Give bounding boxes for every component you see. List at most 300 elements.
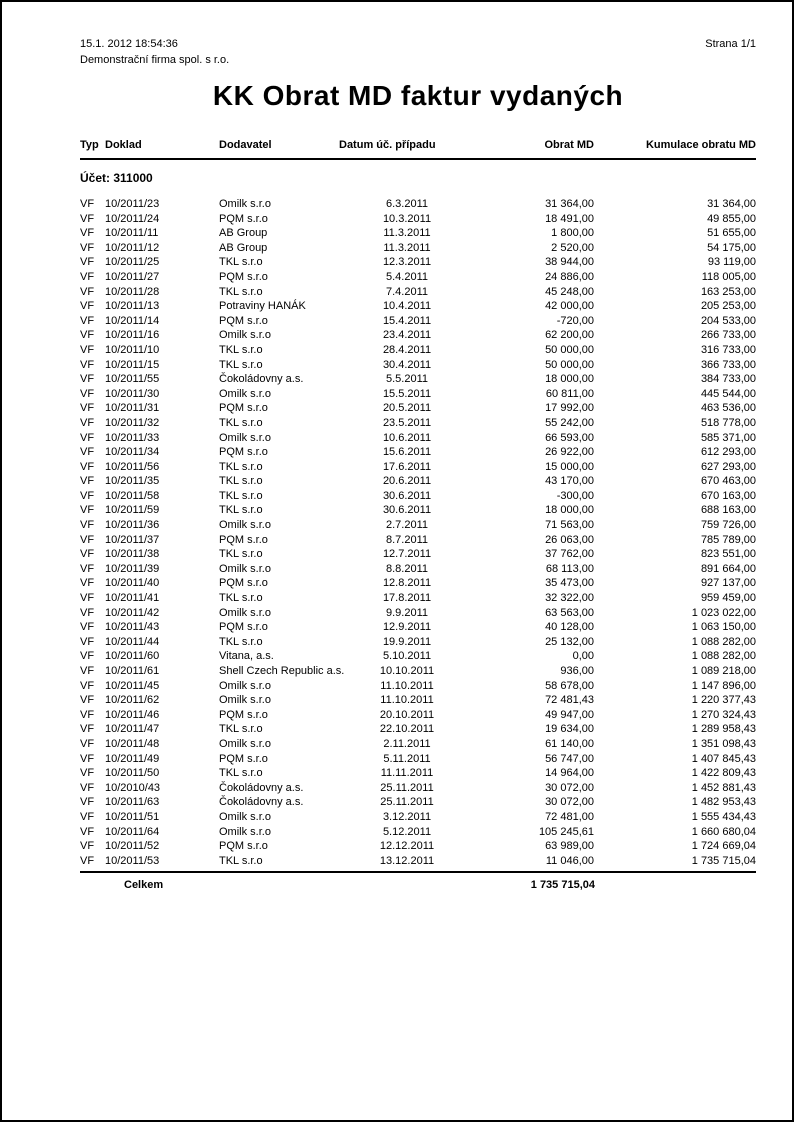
cell-dodavatel: TKL s.r.o — [219, 854, 263, 867]
cell-dodavatel: AB Group — [219, 227, 268, 240]
cell-kumulace: 118 005,00 — [701, 270, 756, 283]
cell-dodavatel: PQM s.r.o — [219, 314, 268, 327]
cell-kumulace: 316 733,00 — [700, 343, 756, 356]
cell-typ: VF — [80, 343, 95, 356]
cell-obrat: 936,00 — [560, 665, 594, 677]
cell-kumulace: 1 407 845,43 — [691, 752, 756, 765]
cell-dodavatel: PQM s.r.o — [219, 533, 268, 546]
cell-datum: 5.5.2011 — [385, 373, 428, 386]
cell-typ: VF — [80, 854, 95, 867]
cell-doklad: 10/2011/44 — [105, 635, 160, 648]
cell-kumulace: 366 733,00 — [700, 358, 756, 371]
cell-obrat: 49 947,00 — [545, 708, 594, 721]
cell-dodavatel: TKL s.r.o — [219, 489, 263, 502]
cell-kumulace: 1 660 680,04 — [691, 825, 756, 838]
cell-typ: VF — [80, 373, 95, 386]
table-row — [80, 591, 756, 606]
cell-datum: 23.5.2011 — [382, 416, 432, 429]
cell-doklad: 10/2011/45 — [105, 679, 160, 692]
cell-typ: VF — [80, 679, 95, 692]
table-row — [80, 693, 756, 708]
cell-doklad: 10/2011/39 — [105, 562, 160, 575]
cell-kumulace: 670 163,00 — [700, 489, 756, 502]
table-row — [80, 533, 756, 548]
cell-obrat: 72 481,43 — [545, 694, 594, 707]
cell-kumulace: 1 220 377,43 — [691, 694, 756, 707]
cell-obrat: 26 063,00 — [545, 533, 594, 546]
cell-kumulace: 31 364,00 — [707, 198, 756, 210]
cell-dodavatel: Omilk s.r.o — [219, 562, 271, 575]
cell-kumulace: 51 655,00 — [707, 227, 756, 240]
cell-datum: 6.3.2011 — [385, 198, 428, 210]
cell-doklad: 10/2011/64 — [105, 825, 160, 838]
cell-dodavatel: Omilk s.r.o — [219, 679, 271, 692]
cell-dodavatel: PQM s.r.o — [219, 402, 268, 415]
table-row — [80, 212, 756, 227]
table-row — [80, 343, 756, 358]
cell-typ: VF — [80, 533, 95, 546]
cell-dodavatel: PQM s.r.o — [219, 752, 268, 765]
cell-typ: VF — [80, 402, 95, 415]
table-row — [80, 299, 756, 314]
cell-typ: VF — [80, 475, 95, 488]
table-row — [80, 474, 756, 489]
cell-datum: 2.7.2011 — [385, 519, 428, 532]
cell-obrat: 30 072,00 — [545, 781, 594, 794]
cell-datum: 28.4.2011 — [382, 343, 432, 356]
cell-dodavatel: TKL s.r.o — [219, 285, 263, 298]
table-row — [80, 255, 756, 270]
cell-dodavatel: Omilk s.r.o — [219, 825, 271, 838]
cell-kumulace: 1 724 669,04 — [691, 840, 756, 853]
cell-kumulace: 670 463,00 — [700, 475, 756, 488]
cell-kumulace: 266 733,00 — [700, 329, 756, 342]
cell-kumulace: 959 459,00 — [700, 592, 756, 605]
cell-dodavatel: Čokoládovny a.s. — [219, 781, 304, 794]
cell-doklad: 10/2011/40 — [105, 577, 160, 590]
cell-dodavatel: Potraviny HANÁK — [219, 300, 306, 313]
cell-doklad: 10/2011/49 — [105, 752, 160, 765]
cell-kumulace: 204 533,00 — [700, 314, 756, 327]
cell-typ: VF — [80, 270, 95, 283]
cell-dodavatel: PQM s.r.o — [219, 708, 268, 721]
cell-typ: VF — [80, 577, 95, 590]
cell-obrat: 19 634,00 — [545, 723, 594, 736]
table-row — [80, 635, 756, 650]
cell-datum: 30.6.2011 — [382, 504, 432, 517]
cell-typ: VF — [80, 708, 95, 721]
cell-datum: 10.4.2011 — [382, 300, 432, 313]
table-row — [80, 460, 756, 475]
cell-datum: 10.3.2011 — [382, 212, 432, 225]
cell-obrat: 72 481,00 — [545, 810, 594, 823]
cell-datum: 22.10.2011 — [379, 723, 435, 736]
table-row — [80, 372, 756, 387]
cell-dodavatel: TKL s.r.o — [219, 592, 263, 605]
cell-typ: VF — [80, 621, 95, 634]
company-name: Demonstrační firma spol. s r.o. — [80, 54, 230, 66]
cell-dodavatel: TKL s.r.o — [219, 504, 263, 517]
cell-typ: VF — [80, 825, 95, 838]
cell-datum: 12.9.2011 — [382, 621, 432, 634]
cell-doklad: 10/2011/32 — [105, 416, 160, 429]
cell-obrat: 31 364,00 — [545, 198, 594, 210]
cell-doklad: 10/2011/24 — [105, 212, 160, 225]
cell-kumulace: 1 555 434,43 — [691, 810, 756, 823]
cell-obrat: 17 992,00 — [545, 402, 594, 415]
cell-datum: 20.6.2011 — [382, 475, 432, 488]
page-number: Strana 1/1 — [705, 38, 756, 50]
cell-kumulace: 93 119,00 — [707, 256, 756, 269]
cell-dodavatel: Omilk s.r.o — [219, 606, 271, 619]
cell-obrat: 105 245,61 — [538, 825, 594, 838]
table-row — [80, 620, 756, 635]
cell-dodavatel: PQM s.r.o — [219, 270, 268, 283]
cell-doklad: 10/2011/43 — [105, 621, 160, 634]
cell-dodavatel: TKL s.r.o — [219, 256, 263, 269]
cell-obrat: 71 563,00 — [545, 519, 594, 532]
cell-doklad: 10/2011/35 — [105, 475, 160, 488]
cell-kumulace: 612 293,00 — [700, 446, 756, 459]
cell-obrat: 26 922,00 — [545, 446, 594, 459]
cell-obrat: 42 000,00 — [545, 300, 594, 313]
cell-obrat: 50 000,00 — [545, 343, 594, 356]
cell-kumulace: 384 733,00 — [700, 373, 756, 386]
cell-dodavatel: TKL s.r.o — [219, 475, 263, 488]
table-row — [80, 503, 756, 518]
cell-dodavatel: Omilk s.r.o — [219, 519, 271, 532]
cell-datum: 3.12.2011 — [382, 810, 432, 823]
table-row — [80, 401, 756, 416]
cell-typ: VF — [80, 752, 95, 765]
account-heading: Účet: 311000 — [80, 171, 153, 185]
cell-obrat: -300,00 — [556, 489, 594, 502]
cell-typ: VF — [80, 489, 95, 502]
column-header-typ: Typ — [80, 139, 99, 151]
cell-kumulace: 1 482 953,43 — [691, 796, 756, 809]
table-row — [80, 489, 756, 504]
cell-obrat: 14 964,00 — [545, 767, 594, 780]
cell-dodavatel: PQM s.r.o — [219, 577, 268, 590]
cell-dodavatel: TKL s.r.o — [219, 358, 263, 371]
cell-obrat: 63 989,00 — [545, 840, 594, 853]
cell-typ: VF — [80, 241, 95, 254]
cell-dodavatel: Omilk s.r.o — [219, 737, 271, 750]
total-value: 1 735 715,04 — [530, 879, 595, 891]
cell-kumulace: 1 351 098,43 — [691, 737, 756, 750]
cell-datum: 10.10.2011 — [379, 665, 435, 677]
table-row — [80, 226, 756, 241]
cell-obrat: 38 944,00 — [545, 256, 594, 269]
cell-dodavatel: Čokoládovny a.s. — [219, 373, 304, 386]
cell-datum: 5.11.2011 — [383, 752, 431, 765]
cell-typ: VF — [80, 446, 95, 459]
cell-datum: 5.10.2011 — [382, 650, 432, 663]
cell-obrat: 25 132,00 — [545, 635, 594, 648]
cell-doklad: 10/2011/63 — [105, 796, 160, 809]
cell-dodavatel: PQM s.r.o — [219, 446, 268, 459]
cell-typ: VF — [80, 665, 95, 677]
table-row — [80, 781, 756, 796]
cell-obrat: 50 000,00 — [545, 358, 594, 371]
cell-dodavatel: TKL s.r.o — [219, 767, 263, 780]
cell-dodavatel: TKL s.r.o — [219, 635, 263, 648]
cell-typ: VF — [80, 256, 95, 269]
cell-doklad: 10/2011/61 — [105, 665, 160, 677]
cell-doklad: 10/2011/62 — [105, 694, 160, 707]
column-header-obrat: Obrat MD — [544, 139, 594, 151]
cell-doklad: 10/2011/28 — [105, 285, 160, 298]
cell-doklad: 10/2010/43 — [105, 781, 161, 794]
cell-kumulace: 1 452 881,43 — [691, 781, 756, 794]
cell-datum: 12.3.2011 — [382, 256, 432, 269]
cell-typ: VF — [80, 387, 95, 400]
cell-datum: 9.9.2011 — [385, 606, 428, 619]
cell-typ: VF — [80, 285, 95, 298]
cell-doklad: 10/2011/52 — [105, 840, 160, 853]
cell-obrat: 40 128,00 — [545, 621, 594, 634]
cell-typ: VF — [80, 416, 95, 429]
cell-kumulace: 1 088 282,00 — [691, 650, 756, 663]
cell-datum: 5.4.2011 — [385, 270, 428, 283]
cell-datum: 12.8.2011 — [382, 577, 432, 590]
cell-dodavatel: Čokoládovny a.s. — [219, 796, 304, 809]
cell-datum: 30.4.2011 — [382, 358, 432, 371]
cell-typ: VF — [80, 694, 95, 707]
cell-dodavatel: TKL s.r.o — [219, 460, 263, 473]
cell-obrat: 60 811,00 — [545, 387, 594, 400]
table-row — [80, 606, 756, 621]
cell-datum: 11.10.2011 — [380, 679, 434, 692]
table-row — [80, 766, 756, 781]
cell-typ: VF — [80, 737, 95, 750]
cell-datum: 17.8.2011 — [382, 592, 432, 605]
cell-doklad: 10/2011/33 — [105, 431, 160, 444]
table-row — [80, 285, 756, 300]
cell-typ: VF — [80, 227, 95, 240]
cell-doklad: 10/2011/56 — [105, 460, 160, 473]
cell-doklad: 10/2011/47 — [105, 723, 160, 736]
cell-doklad: 10/2011/42 — [105, 606, 160, 619]
cell-datum: 11.10.2011 — [380, 694, 434, 707]
cell-kumulace: 1 735 715,04 — [691, 854, 756, 867]
cell-doklad: 10/2011/36 — [105, 519, 160, 532]
cell-doklad: 10/2011/51 — [105, 810, 160, 823]
column-header-doklad: Doklad — [105, 139, 142, 151]
cell-datum: 12.12.2011 — [379, 840, 435, 853]
cell-datum: 23.4.2011 — [382, 329, 432, 342]
table-row — [80, 752, 756, 767]
cell-kumulace: 785 789,00 — [700, 533, 756, 546]
cell-doklad: 10/2011/25 — [105, 256, 160, 269]
cell-datum: 5.12.2011 — [382, 825, 432, 838]
cell-doklad: 10/2011/10 — [105, 343, 160, 356]
cell-datum: 19.9.2011 — [382, 635, 432, 648]
table-row — [80, 328, 756, 343]
table-row — [80, 241, 756, 256]
cell-dodavatel: Vitana, a.s. — [219, 650, 274, 663]
cell-typ: VF — [80, 358, 95, 371]
table-row — [80, 445, 756, 460]
invoice-table-rows — [80, 197, 756, 868]
cell-typ: VF — [80, 606, 95, 619]
cell-typ: VF — [80, 810, 95, 823]
cell-doklad: 10/2011/15 — [105, 358, 160, 371]
cell-obrat: -720,00 — [556, 314, 594, 327]
cell-doklad: 10/2011/16 — [105, 329, 160, 342]
cell-typ: VF — [80, 519, 95, 532]
table-row — [80, 737, 756, 752]
cell-dodavatel: AB Group — [219, 241, 268, 254]
table-row — [80, 576, 756, 591]
cell-datum: 11.3.2011 — [383, 227, 431, 240]
cell-doklad: 10/2011/30 — [105, 387, 160, 400]
cell-kumulace: 49 855,00 — [707, 212, 756, 225]
table-row — [80, 562, 756, 577]
cell-obrat: 2 520,00 — [551, 241, 594, 254]
cell-doklad: 10/2011/48 — [105, 737, 160, 750]
table-row — [80, 314, 756, 329]
cell-datum: 11.3.2011 — [383, 241, 431, 254]
table-row — [80, 431, 756, 446]
cell-typ: VF — [80, 781, 95, 794]
cell-dodavatel: Omilk s.r.o — [219, 694, 271, 707]
column-header-datum: Datum úč. případu — [339, 139, 436, 151]
cell-doklad: 10/2011/31 — [105, 402, 160, 415]
table-row — [80, 547, 756, 562]
cell-datum: 13.12.2011 — [379, 854, 435, 867]
cell-kumulace: 759 726,00 — [700, 519, 756, 532]
cell-kumulace: 823 551,00 — [700, 548, 756, 561]
cell-dodavatel: Omilk s.r.o — [219, 198, 271, 210]
cell-typ: VF — [80, 329, 95, 342]
cell-obrat: 18 000,00 — [545, 373, 594, 386]
cell-obrat: 1 800,00 — [551, 227, 594, 240]
cell-typ: VF — [80, 650, 95, 663]
cell-doklad: 10/2011/55 — [105, 373, 160, 386]
cell-dodavatel: Shell Czech Republic a.s. — [219, 665, 345, 677]
cell-dodavatel: Omilk s.r.o — [219, 387, 271, 400]
cell-doklad: 10/2011/12 — [105, 241, 160, 254]
table-row — [80, 825, 756, 840]
cell-dodavatel: PQM s.r.o — [219, 621, 268, 634]
cell-obrat: 58 678,00 — [545, 679, 594, 692]
cell-typ: VF — [80, 562, 95, 575]
cell-typ: VF — [80, 723, 95, 736]
table-row — [80, 708, 756, 723]
cell-datum: 15.4.2011 — [382, 314, 432, 327]
cell-obrat: 35 473,00 — [545, 577, 594, 590]
table-column-headers — [80, 139, 756, 151]
table-row — [80, 854, 756, 869]
cell-obrat: 56 747,00 — [545, 752, 594, 765]
table-row — [80, 679, 756, 694]
cell-datum: 8.7.2011 — [385, 533, 428, 546]
cell-doklad: 10/2011/38 — [105, 548, 160, 561]
cell-typ: VF — [80, 504, 95, 517]
cell-datum: 7.4.2011 — [385, 285, 428, 298]
cell-kumulace: 927 137,00 — [700, 577, 756, 590]
table-row — [80, 839, 756, 854]
cell-doklad: 10/2011/23 — [105, 198, 160, 210]
table-row — [80, 197, 756, 212]
cell-kumulace: 463 536,00 — [700, 402, 756, 415]
cell-datum: 30.6.2011 — [382, 489, 432, 502]
cell-obrat: 0,00 — [572, 650, 594, 663]
cell-dodavatel: PQM s.r.o — [219, 212, 268, 225]
header-rule — [80, 158, 756, 160]
table-row — [80, 649, 756, 664]
cell-kumulace: 1 063 150,00 — [691, 621, 756, 634]
table-row — [80, 387, 756, 402]
cell-obrat: 63 563,00 — [545, 606, 594, 619]
cell-doklad: 10/2011/11 — [105, 227, 159, 240]
cell-kumulace: 688 163,00 — [700, 504, 756, 517]
cell-kumulace: 891 664,00 — [700, 562, 756, 575]
cell-kumulace: 54 175,00 — [707, 241, 756, 254]
cell-dodavatel: Omilk s.r.o — [219, 810, 271, 823]
column-header-kumulace: Kumulace obratu MD — [645, 139, 756, 151]
total-row — [80, 879, 756, 895]
table-row — [80, 810, 756, 825]
cell-doklad: 10/2011/58 — [105, 489, 160, 502]
cell-typ: VF — [80, 592, 95, 605]
cell-obrat: 68 113,00 — [545, 562, 594, 575]
cell-datum: 10.6.2011 — [382, 431, 432, 444]
cell-obrat: 61 140,00 — [545, 737, 594, 750]
cell-typ: VF — [80, 314, 95, 327]
cell-typ: VF — [80, 635, 95, 648]
cell-typ: VF — [80, 431, 95, 444]
cell-obrat: 37 762,00 — [545, 548, 594, 561]
table-row — [80, 358, 756, 373]
cell-dodavatel: PQM s.r.o — [219, 840, 268, 853]
cell-doklad: 10/2011/46 — [105, 708, 160, 721]
cell-datum: 25.11.2011 — [380, 796, 434, 809]
cell-doklad: 10/2011/59 — [105, 504, 160, 517]
cell-typ: VF — [80, 767, 95, 780]
cell-obrat: 18 491,00 — [545, 212, 594, 225]
cell-dodavatel: TKL s.r.o — [219, 343, 263, 356]
cell-obrat: 30 072,00 — [545, 796, 594, 809]
cell-obrat: 55 242,00 — [545, 416, 594, 429]
cell-typ: VF — [80, 212, 95, 225]
cell-datum: 12.7.2011 — [382, 548, 432, 561]
cell-kumulace: 585 371,00 — [700, 431, 756, 444]
cell-datum: 20.10.2011 — [379, 708, 435, 721]
cell-dodavatel: TKL s.r.o — [219, 416, 263, 429]
cell-kumulace: 627 293,00 — [700, 460, 756, 473]
cell-doklad: 10/2011/41 — [105, 592, 160, 605]
cell-datum: 11.11.2011 — [380, 767, 434, 780]
cell-kumulace: 205 253,00 — [700, 300, 756, 313]
cell-obrat: 62 200,00 — [545, 329, 594, 342]
cell-obrat: 45 248,00 — [545, 285, 594, 298]
table-row — [80, 518, 756, 533]
cell-obrat: 32 322,00 — [545, 592, 594, 605]
cell-datum: 15.5.2011 — [382, 387, 432, 400]
total-label: Celkem — [124, 879, 164, 891]
cell-typ: VF — [80, 796, 95, 809]
cell-kumulace: 445 544,00 — [700, 387, 756, 400]
cell-obrat: 11 046,00 — [545, 854, 594, 867]
cell-kumulace: 1 289 958,43 — [691, 723, 756, 736]
print-datetime: 15.1. 2012 18:54:36 — [80, 38, 178, 50]
cell-datum: 25.11.2011 — [380, 781, 434, 794]
table-row — [80, 664, 756, 679]
cell-dodavatel: TKL s.r.o — [219, 723, 263, 736]
cell-obrat: 15 000,00 — [545, 460, 594, 473]
